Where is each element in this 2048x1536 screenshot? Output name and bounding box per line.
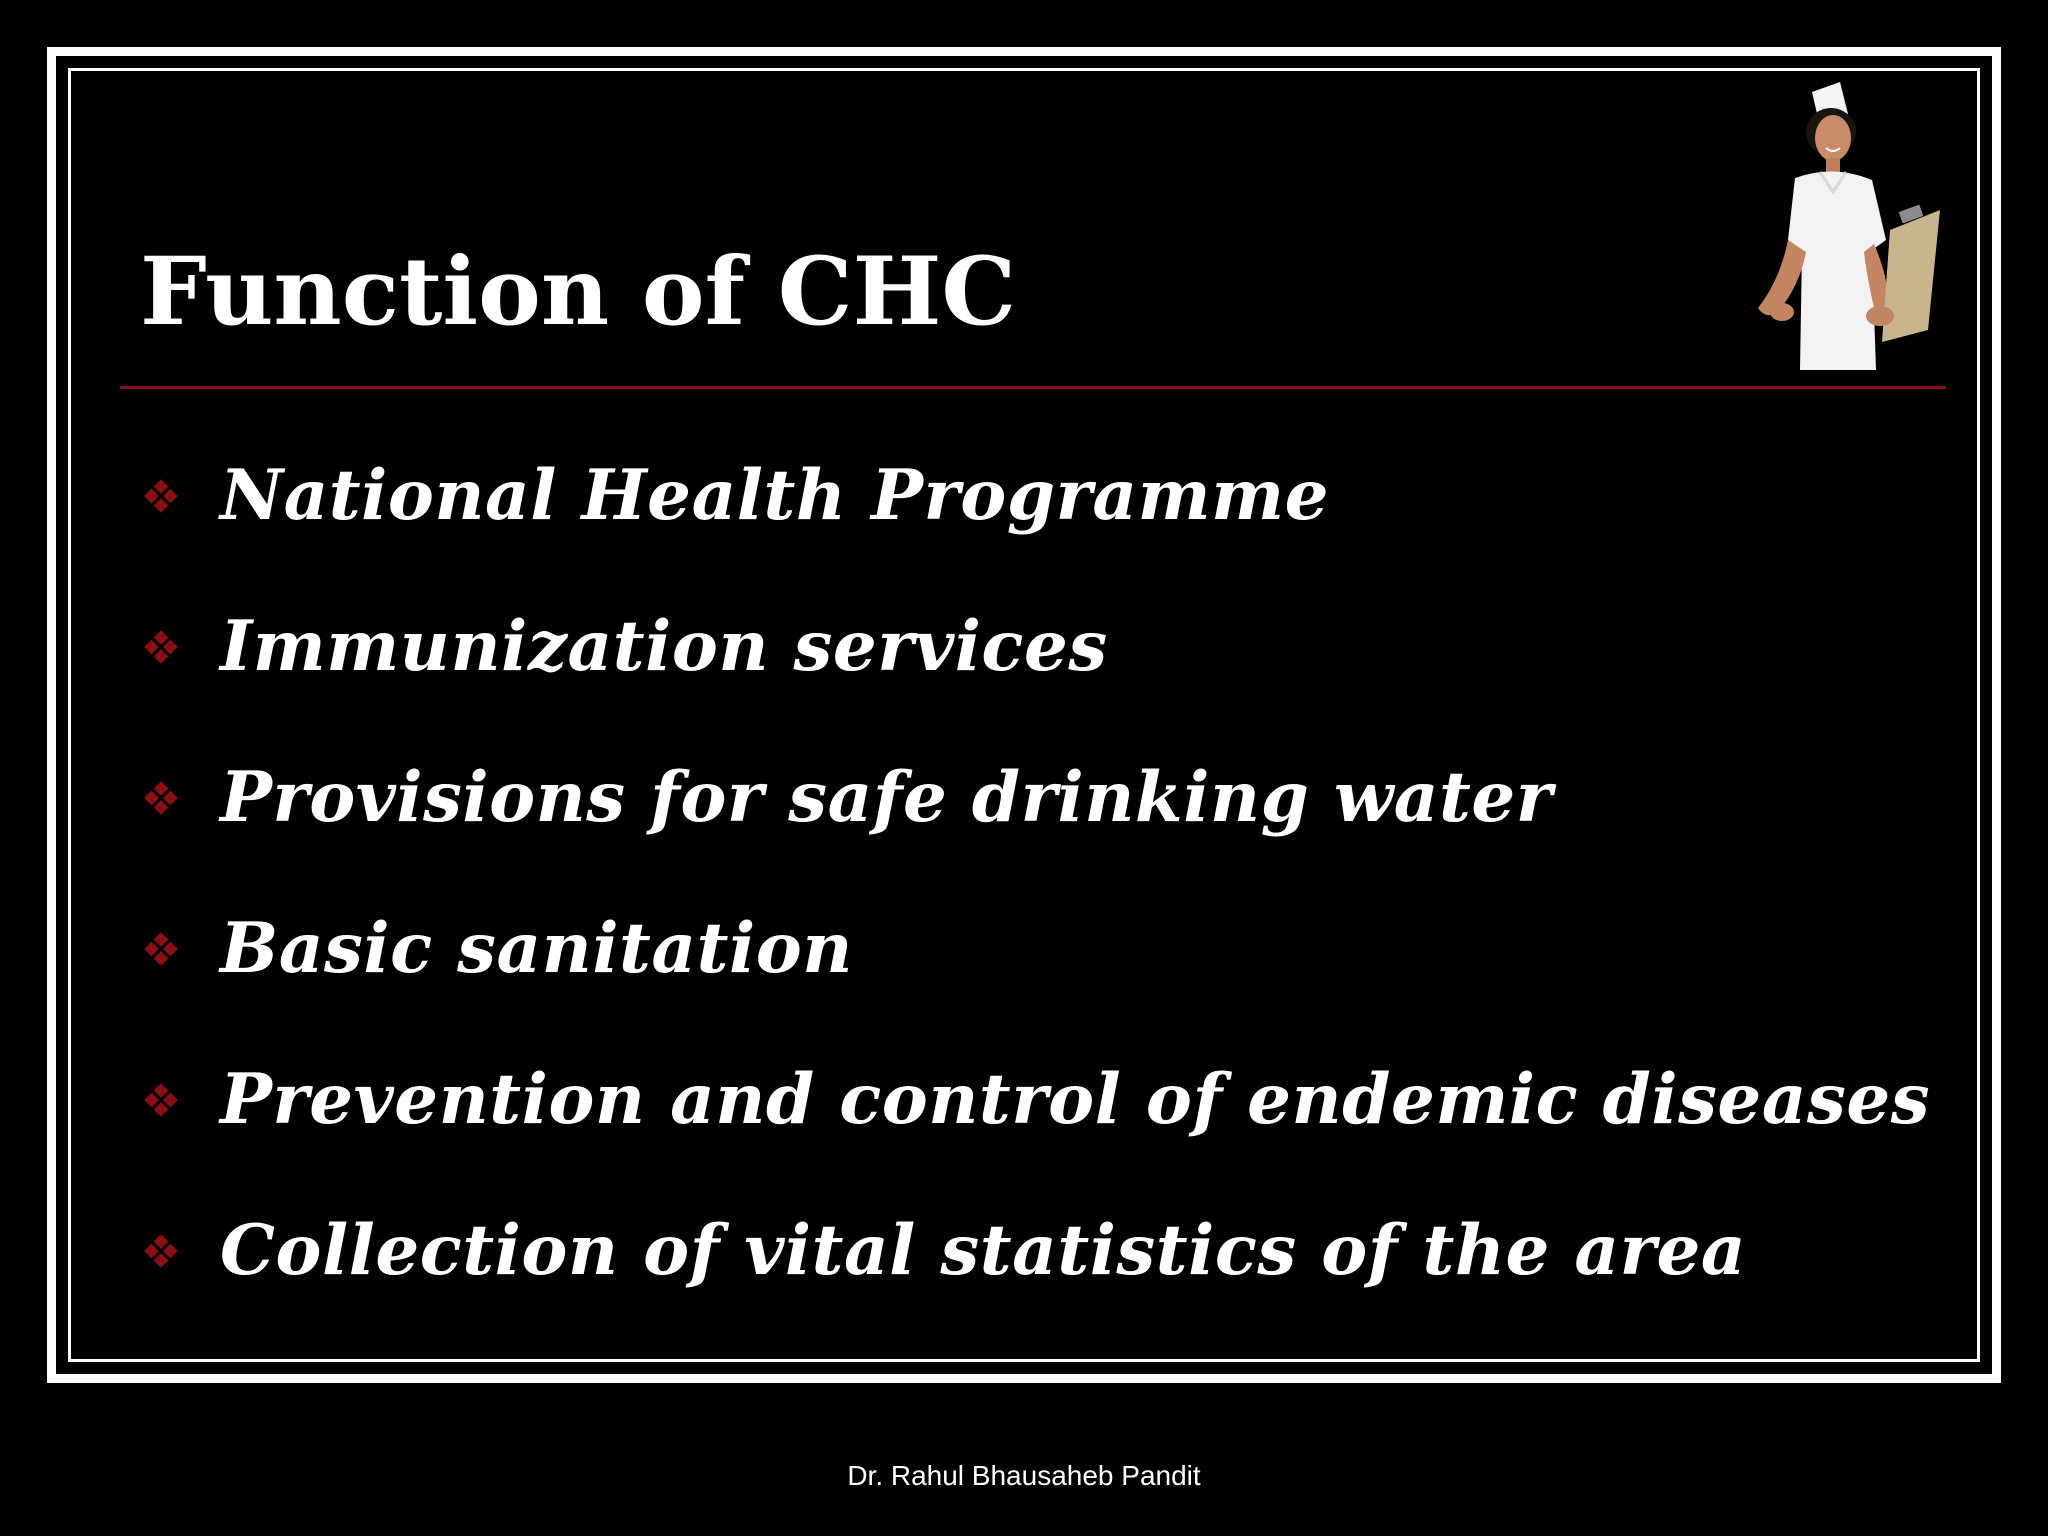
bullet-text: Collection of vital statistics of the area [220,1209,1747,1291]
four-diamond-bullet-icon [140,626,182,668]
four-diamond-bullet-icon [140,777,182,819]
four-diamond-bullet-icon [140,1079,182,1121]
footer-author: Dr. Rahul Bhausaheb Pandit [847,1460,1201,1491]
bullet-text: Immunization services [220,605,1108,687]
list-item [140,420,1930,571]
bullet-text: Basic sanitation [220,907,853,989]
bullet-text: National Health Programme [220,454,1330,536]
nurse-image [1740,80,1950,380]
list-item [140,571,1930,722]
list-item [140,1175,1930,1326]
list-item [140,873,1930,1024]
list-item [140,722,1930,873]
bullet-text: Provisions for safe drinking water [220,756,1553,838]
list-item [140,1024,1930,1175]
four-diamond-bullet-icon [140,1230,182,1272]
four-diamond-bullet-icon [140,928,182,970]
four-diamond-bullet-icon [140,475,182,517]
slide-title: Function of CHC [140,237,1017,347]
title-divider [120,386,1946,389]
bullet-list [140,420,1930,1326]
bullet-text: Prevention and control of endemic diseases [220,1058,1931,1140]
